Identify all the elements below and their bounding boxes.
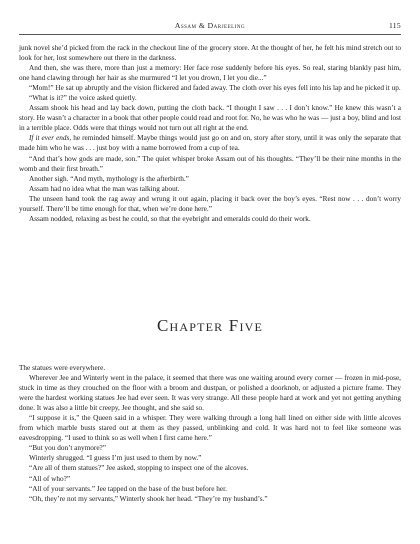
paragraph: “Oh, they’re not my servants,” Winterly shook her head. “They’re my husband’s.”: [29, 494, 268, 503]
page-number: 115: [388, 21, 401, 30]
paragraph: Assam nodded, relaxing as best he could, so that the eyebright and emeralds could do their work.: [29, 214, 311, 223]
italic-lead: If it ever ends,: [29, 134, 72, 143]
running-head: [0, 21, 420, 33]
paragraph: “All of your servants.” Jee tapped on the base of the bust before her.: [29, 484, 227, 493]
paragraph: And then, she was there, more than just a memory: Her face rose suddenly before his eyes. So real, staring blankly past him, one hand clawing through her hair as she murmured “I let you drown, I let you die...”: [19, 64, 401, 83]
paragraph: “I suppose it is,” the Queen said in a whisper. They were walking through a long hall lined on either side with little alcoves from which marble busts stared out at them as they passed, unblinking and cold. It was hard not to feel like someone was eavesdropping. “I used to think so as well when I first came here.”: [19, 414, 401, 443]
section-two-text: [19, 363, 401, 504]
paragraph: “All of who?”: [29, 474, 71, 483]
paragraph: Another sigh. “And myth, mythology is the afterbirth.”: [29, 174, 189, 183]
paragraph: “Mom!” He sat up abruptly and the vision flickered and faded away. The cloth over his eyes fell into his lap and he picked it up.: [29, 84, 401, 93]
paragraph: “But you don’t anymore?”: [29, 444, 106, 453]
paragraph: “And that’s how gods are made, son.” The quiet whisper broke Assam out of his thoughts. “They’ll be their nine months in the womb and their first breath.”: [19, 154, 401, 173]
paragraph: Wherever Jee and Winterly went in the palace, it seemed that there was one waiting around every corner — frozen in mid-pose, stuck in time as they crouched on the floor with a broom and dustpan, or polished a doorknob, or adjusted a picture frame. They were the hardest working statues Jee had ever seen. It was very strange. All these people hard at work and yet not getting anything done. It was also a little bit creepy, Jee thought, and she said so.: [19, 374, 401, 413]
paragraph-italic-open: [19, 133, 401, 153]
paragraph: junk novel she’d picked from the rack in the checkout line of the grocery store. At the thought of her, he felt his mind stretch out to look for her, lost somewhere out there in the darkness.: [19, 44, 401, 63]
running-title: Assam & Darjeeling: [174, 21, 246, 30]
chapter-title: Chapter Five: [156, 316, 264, 335]
paragraph: Winterly shrugged. “I guess I’m just used to them by now.”: [29, 454, 202, 463]
paragraph: “What is it?” the voice asked quietly.: [29, 94, 137, 103]
paragraph: Assam shook his head and lay back down, putting the cloth back. “I thought I saw . . . I don’t know.” He knew this wasn’t a story. He wasn’t a character in a book that other people could read and root for. No, he was who he was — just a boy, blind and lost in a terrible place. Odds were that things would not turn out all right at the end.: [19, 104, 401, 133]
paragraph: The statues were everywhere.: [19, 364, 106, 372]
paragraph: “Are all of them statues?” Jee asked, stopping to inspect one of the alcoves.: [29, 464, 249, 473]
paragraph: The unseen hand took the rag away and wrung it out again, placing it back over the boy’s eyes. “Rest now . . . don’t worry yourself. There’ll be time enough for that, when we’re done here.”: [19, 194, 401, 213]
header-rule: [19, 34, 401, 35]
section-one-text: [19, 43, 401, 224]
paragraph: Assam had no idea what the man was talking about.: [29, 184, 180, 193]
italic-paragraph-rest: he reminded himself. Maybe things would just go on and on, story after story, until it was only the separate that made him who he was . . . just boy with a name borrowed from a cup of tea.: [19, 134, 401, 153]
